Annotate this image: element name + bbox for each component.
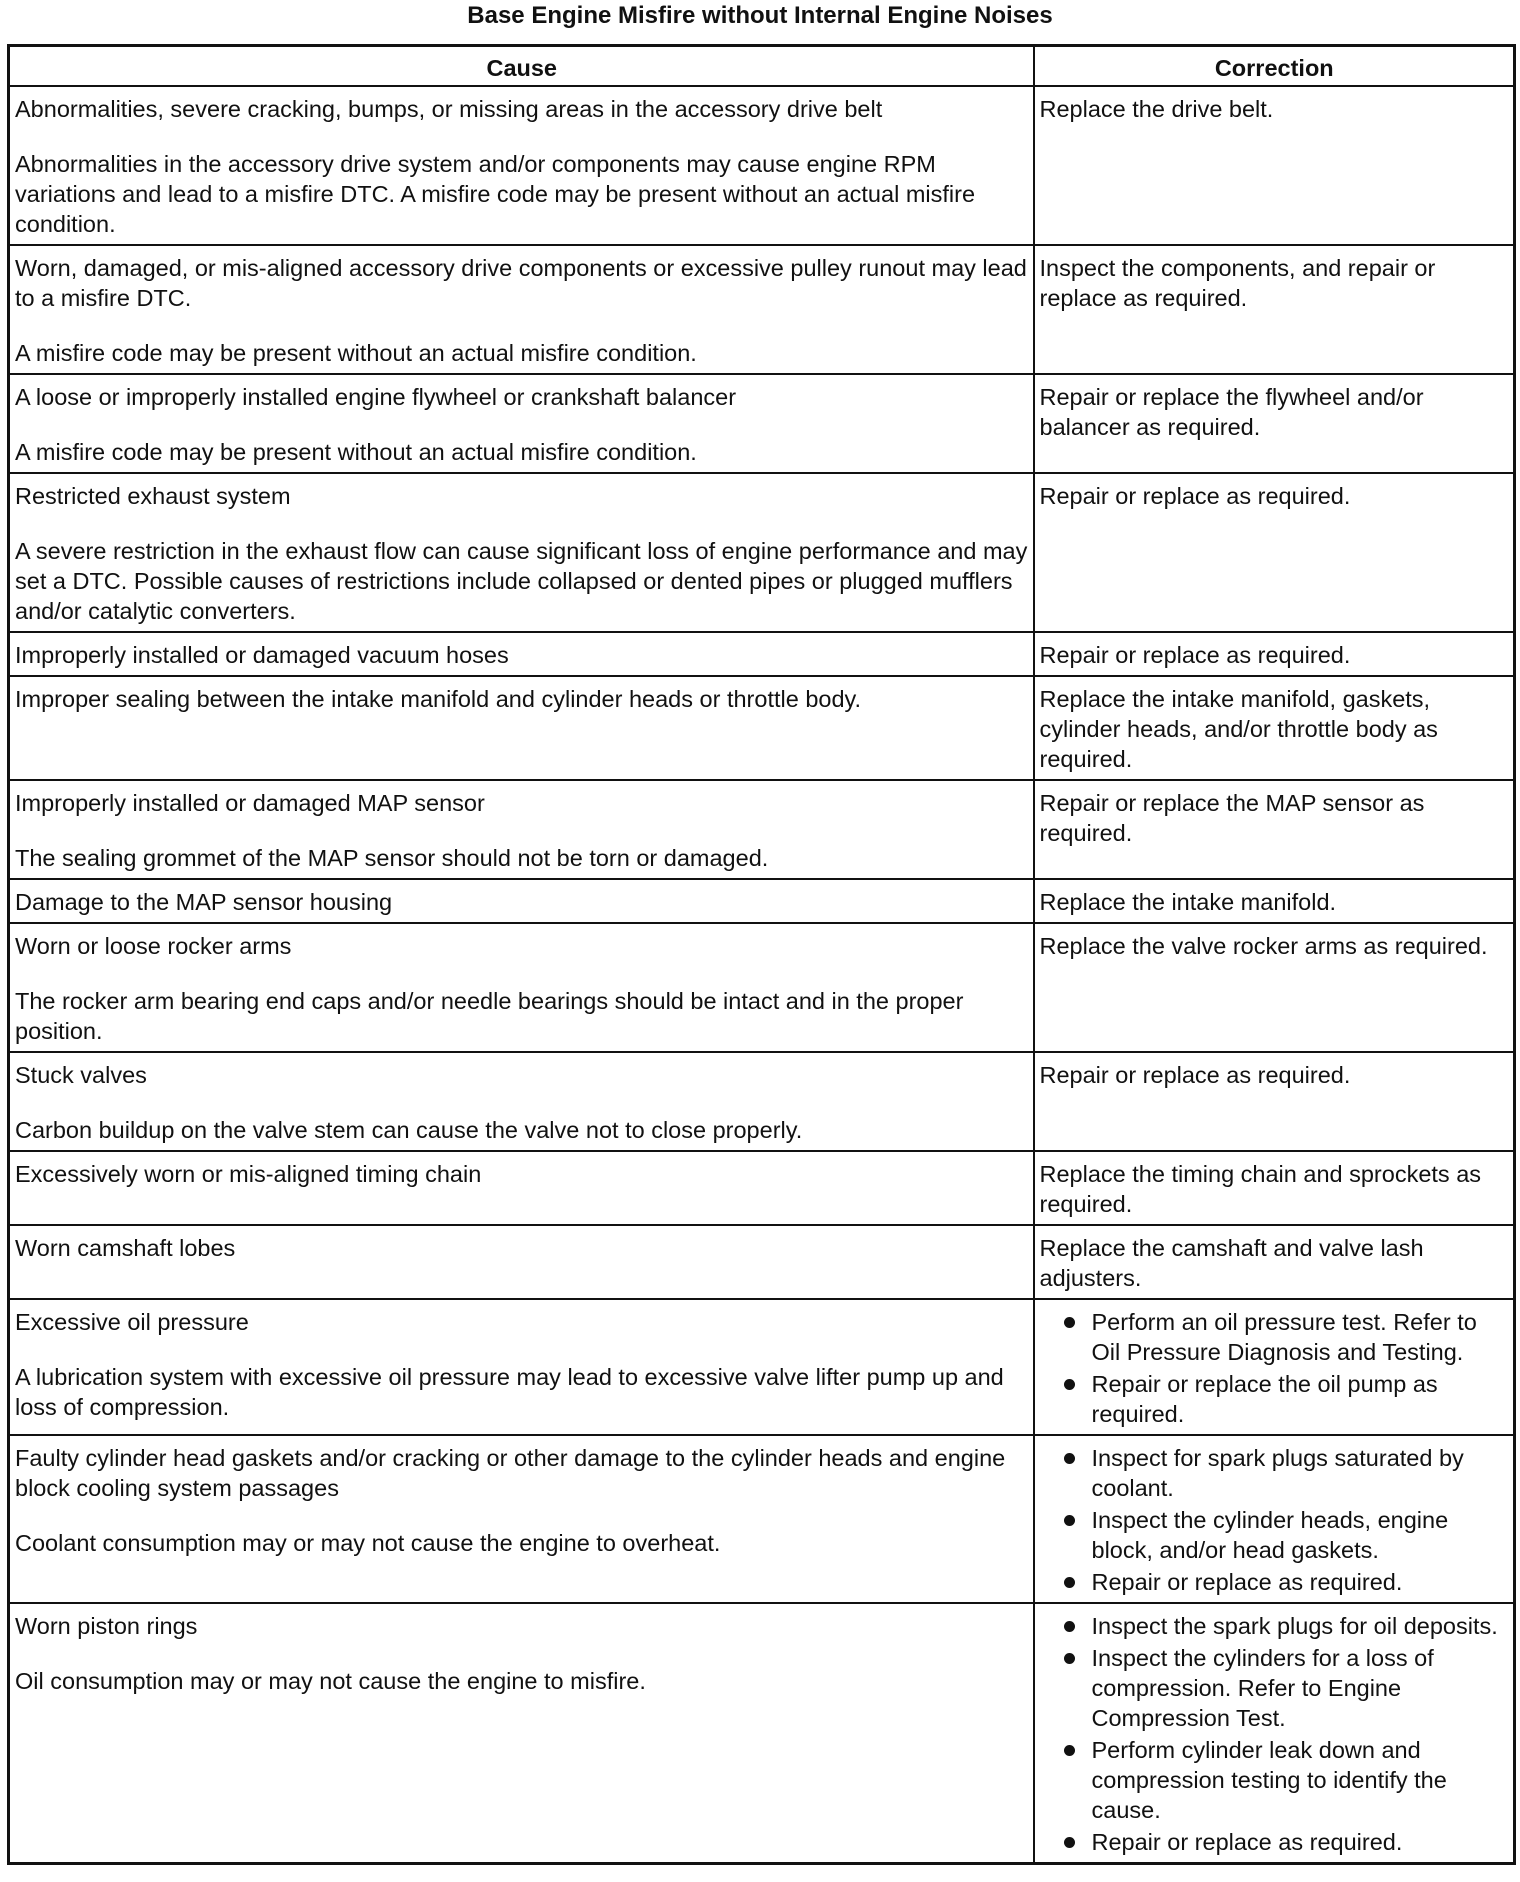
- cause-text: Excessive oil pressure: [15, 1309, 249, 1335]
- cause-cell: [9, 879, 1034, 923]
- table-row: [9, 676, 1515, 780]
- cause-cell: [9, 1052, 1034, 1151]
- cause-note: A lubrication system with excessive oil pressure may lead to excessive valve lifter pump up and loss of compression.: [15, 1364, 1004, 1420]
- correction-list: [1040, 1611, 1510, 1857]
- correction-step: Inspect the cylinders for a loss of compression. Refer to Engine Compression Test.: [1091, 1645, 1434, 1731]
- list-item: [1040, 1369, 1510, 1429]
- cause-text: Faulty cylinder head gaskets and/or cracking or other damage to the cylinder heads and engine block cooling system passages: [15, 1445, 1006, 1501]
- table-row: [9, 923, 1515, 1052]
- correction-text: Repair or replace as required.: [1039, 642, 1351, 668]
- table-row: [9, 245, 1515, 374]
- correction-text: Repair or replace the flywheel and/or balancer as required.: [1039, 384, 1424, 440]
- cause-note: The rocker arm bearing end caps and/or needle bearings should be intact and in the proper position.: [15, 988, 964, 1044]
- list-item: [1040, 1735, 1510, 1825]
- cause-note: The sealing grommet of the MAP sensor should not be torn or damaged.: [15, 845, 769, 871]
- cause-text: Worn or loose rocker arms: [15, 933, 292, 959]
- correction-cell: [1034, 923, 1515, 1052]
- bullet-icon: [1064, 1515, 1075, 1526]
- correction-text: Inspect the components, and repair or replace as required.: [1039, 255, 1436, 311]
- table-header-row: [9, 46, 1515, 87]
- document-title: Base Engine Misfire without Internal Engine Noises: [467, 2, 1053, 29]
- table-body: [9, 86, 1515, 1864]
- correction-text: Replace the intake manifold, gaskets, cylinder heads, and/or throttle body as required.: [1039, 686, 1438, 772]
- cause-cell: [9, 1225, 1034, 1299]
- cause-text: Improperly installed or damaged MAP sensor: [15, 790, 485, 816]
- cause-note: Coolant consumption may or may not cause the engine to overheat.: [15, 1530, 721, 1556]
- correction-text: Replace the drive belt.: [1039, 96, 1274, 122]
- cause-text: A loose or improperly installed engine flywheel or crankshaft balancer: [15, 384, 737, 410]
- correction-text: Replace the valve rocker arms as required.: [1039, 933, 1488, 959]
- cause-text: Restricted exhaust system: [15, 483, 291, 509]
- bullet-icon: [1064, 1837, 1075, 1848]
- correction-text: Replace the timing chain and sprockets as required.: [1039, 1161, 1482, 1217]
- correction-cell: [1034, 632, 1515, 676]
- list-item: [1040, 1611, 1510, 1641]
- correction-step: Perform an oil pressure test. Refer to Oil Pressure Diagnosis and Testing.: [1091, 1309, 1477, 1365]
- correction-step: Repair or replace as required.: [1091, 1569, 1403, 1595]
- correction-cell: [1034, 780, 1515, 879]
- cause-text: Improperly installed or damaged vacuum hoses: [15, 642, 509, 668]
- correction-text: Repair or replace the MAP sensor as required.: [1039, 790, 1425, 846]
- correction-cell: [1034, 86, 1515, 245]
- column-header-cause: Cause: [9, 46, 1034, 87]
- cause-cell: [9, 1151, 1034, 1225]
- list-item: [1040, 1827, 1510, 1857]
- table-row: [9, 374, 1515, 473]
- correction-list: [1040, 1443, 1510, 1597]
- table-row: [9, 86, 1515, 245]
- bullet-icon: [1064, 1621, 1075, 1632]
- cause-text: Worn camshaft lobes: [15, 1235, 236, 1261]
- cause-text: Improper sealing between the intake manifold and cylinder heads or throttle body.: [15, 686, 862, 712]
- correction-cell: [1034, 374, 1515, 473]
- cause-note: A misfire code may be present without an actual misfire condition.: [15, 340, 697, 366]
- correction-cell: [1034, 1225, 1515, 1299]
- cause-note: Carbon buildup on the valve stem can cause the valve not to close properly.: [15, 1117, 803, 1143]
- bullet-icon: [1064, 1653, 1075, 1664]
- table-row: [9, 1052, 1515, 1151]
- correction-step: Repair or replace as required.: [1091, 1829, 1403, 1855]
- bullet-icon: [1064, 1745, 1075, 1756]
- correction-text: Replace the camshaft and valve lash adjusters.: [1039, 1235, 1424, 1291]
- cause-cell: [9, 1299, 1034, 1435]
- cause-cell: [9, 86, 1034, 245]
- correction-step: Perform cylinder leak down and compression testing to identify the cause.: [1091, 1737, 1447, 1823]
- correction-text: Repair or replace as required.: [1039, 1062, 1351, 1088]
- correction-cell: [1034, 1299, 1515, 1435]
- list-item: [1040, 1643, 1510, 1733]
- bullet-icon: [1064, 1577, 1075, 1588]
- correction-cell: [1034, 245, 1515, 374]
- table-row: [9, 632, 1515, 676]
- correction-cell: [1034, 879, 1515, 923]
- cause-cell: [9, 374, 1034, 473]
- list-item: [1040, 1567, 1510, 1597]
- table-row: [9, 1435, 1515, 1603]
- cause-cell: [9, 1603, 1034, 1864]
- correction-step: Inspect the cylinder heads, engine block, and/or head gaskets.: [1091, 1507, 1449, 1563]
- correction-cell: [1034, 1435, 1515, 1603]
- list-item: [1040, 1505, 1510, 1565]
- cause-text: Worn, damaged, or mis-aligned accessory drive components or excessive pulley runout may lead to a misfire DTC.: [15, 255, 1027, 311]
- correction-cell: [1034, 676, 1515, 780]
- cause-note: A misfire code may be present without an actual misfire condition.: [15, 439, 697, 465]
- cause-text: Abnormalities, severe cracking, bumps, or missing areas in the accessory drive belt: [15, 96, 883, 122]
- correction-cell: [1034, 1603, 1515, 1864]
- correction-list: [1040, 1307, 1510, 1429]
- correction-cell: [1034, 1052, 1515, 1151]
- correction-cell: [1034, 1151, 1515, 1225]
- cause-note: A severe restriction in the exhaust flow can cause significant loss of engine performance and may set a DTC. Possible causes of restrictions include collapsed or dented pipes or plugged mufflers and/or catalytic converters.: [15, 538, 1028, 624]
- bullet-icon: [1064, 1379, 1075, 1390]
- list-item: [1040, 1307, 1510, 1367]
- bullet-icon: [1064, 1317, 1075, 1328]
- column-header-correction: Correction: [1034, 46, 1515, 87]
- table-row: [9, 780, 1515, 879]
- cause-text: Worn piston rings: [15, 1613, 198, 1639]
- diagnostic-table: [7, 44, 1516, 1865]
- cause-text: Excessively worn or mis-aligned timing chain: [15, 1161, 482, 1187]
- table-row: [9, 1151, 1515, 1225]
- correction-text: Repair or replace as required.: [1039, 483, 1351, 509]
- cause-cell: [9, 923, 1034, 1052]
- cause-text: Stuck valves: [15, 1062, 147, 1088]
- correction-step: Repair or replace the oil pump as required.: [1091, 1371, 1438, 1427]
- cause-cell: [9, 1435, 1034, 1603]
- cause-note: Oil consumption may or may not cause the engine to misfire.: [15, 1668, 646, 1694]
- cause-cell: [9, 676, 1034, 780]
- table-row: [9, 1603, 1515, 1864]
- list-item: [1040, 1443, 1510, 1503]
- cause-cell: [9, 632, 1034, 676]
- cause-cell: [9, 473, 1034, 632]
- correction-step: Inspect the spark plugs for oil deposits.: [1091, 1613, 1498, 1639]
- bullet-icon: [1064, 1453, 1075, 1464]
- cause-cell: [9, 245, 1034, 374]
- cause-text: Damage to the MAP sensor housing: [15, 889, 393, 915]
- table-row: [9, 473, 1515, 632]
- correction-step: Inspect for spark plugs saturated by coolant.: [1091, 1445, 1464, 1501]
- table-row: [9, 879, 1515, 923]
- cause-cell: [9, 780, 1034, 879]
- table-row: [9, 1225, 1515, 1299]
- correction-cell: [1034, 473, 1515, 632]
- table-row: [9, 1299, 1515, 1435]
- correction-text: Replace the intake manifold.: [1039, 889, 1337, 915]
- cause-note: Abnormalities in the accessory drive system and/or components may cause engine RPM variations and lead to a misfire DTC. A misfire code may be present without an actual misfire condition.: [15, 151, 976, 237]
